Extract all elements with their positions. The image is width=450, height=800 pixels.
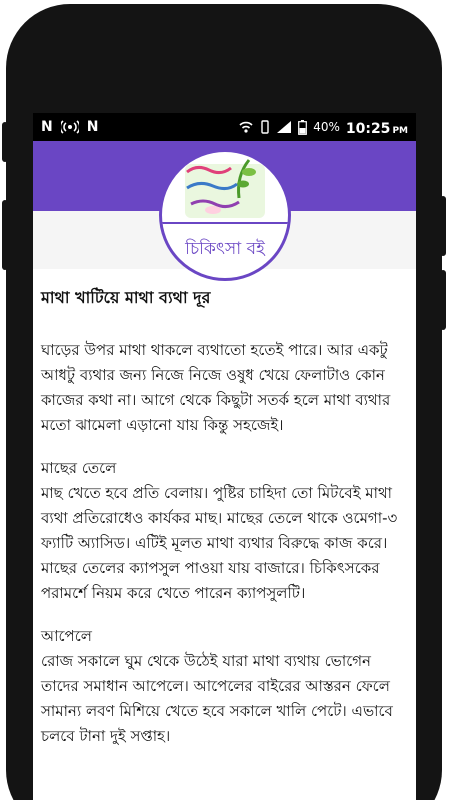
article-intro: ঘাড়ের উপর মাথা থাকলে ব্যথাতো হতেই পারে। আর একটু আধটু ব্যথার জন্য নিজে নিজে ওষুধ খেয়ে ফেলাটাও কোন কাজের কথা না। আগে থেকে কিছুটা সতর্ক হলে মাথা ব্যথার মতো ঝামেলা এড়ানো যায় কিন্তু সহজেই। [41,341,391,434]
status-right-icons [238,118,408,137]
logo-art-icon [179,158,271,220]
notification-n-icon: N [41,119,53,135]
phone-side-button-right [440,196,446,256]
hotspot-icon [61,120,79,134]
phone-side-button-left [2,122,8,162]
logo-artwork [162,152,288,220]
phone-side-button-right-2 [440,270,446,330]
battery-icon [298,120,307,135]
signal-icon [276,120,292,134]
wifi-icon [238,120,254,134]
status-left-icons [41,119,98,135]
notification-n-icon-2: N [86,119,99,135]
section-body-fish-oil: মাছ খেতে হবে প্রতি বেলায়। পুষ্টির চাহিদা তো মিটবেই মাথা ব্যথা প্রতিরোধেও কার্যকর মাছ। মাছের তেলে থাকে ওমেগা-৩ ফ্যাটি অ্যাসিড। এটিই মূলত মাথা ব্যথার বিরুদ্ধে কাজ করে। মাছের তেলের ক্যাপসুল পাওয়া যায় বাজারে। চিকিৎসকের পরামর্শে নিয়ম করে খেতে পারেন ক্যাপসুলটি। [41,484,398,602]
battery-percent: 40% [313,120,340,134]
vibrate-icon [260,120,270,134]
app-logo[interactable] [159,149,291,281]
status-bar [33,113,416,141]
logo-divider [162,222,288,224]
article-content [41,285,409,767]
clock-time: 10:25 [345,120,391,137]
section-heading-apple: আপেলে [41,627,92,645]
article-title: মাথা খাটিয়ে মাথা ব্যথা দূর [41,288,211,307]
logo-caption: চিকিৎসা বই [185,239,265,259]
section-body-apple: রোজ সকালে ঘুম থেকে উঠেই যারা মাথা ব্যথায় ভোগেন তাদের সমাধান আপেলে। আপেলের বাইরের আস্তরন ফেলে সামান্য লবণ মিশিয়ে খেতে হবে সকালে খালি পেটে। এভাবে চলবে টানা দুই সপ্তাহ। [41,652,393,745]
clock-ampm: PM [392,125,408,136]
section-heading-fish-oil: মাছের তেলে [41,459,117,477]
app-screen [33,113,416,800]
phone-side-button-left-2 [2,200,8,270]
clock [346,118,408,137]
